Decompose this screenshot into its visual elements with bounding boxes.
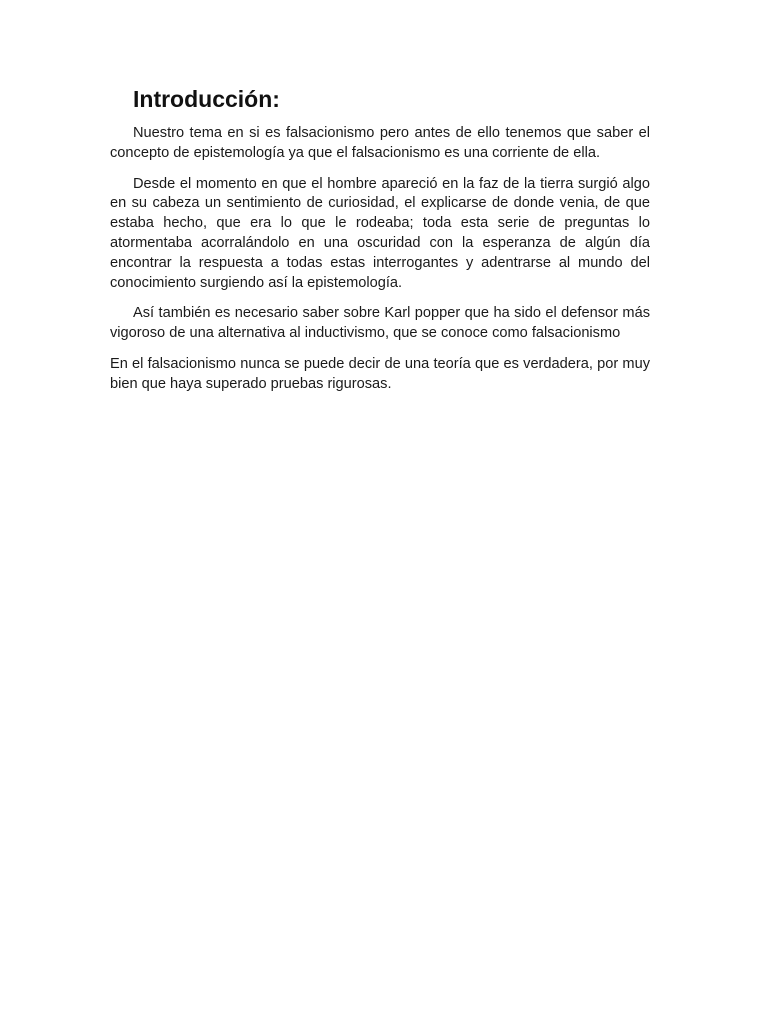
paragraph-4: En el falsacionismo nunca se puede decir de una teoría que es verdadera, por muy bien que haya superado pruebas rigurosas. (110, 355, 650, 392)
section-heading: Introducción: (133, 86, 280, 112)
paragraph-3: Así también es necesario saber sobre Karl popper que ha sido el defensor más vigoroso de una alternativa al inductivismo, que se conoce como falsacionismo (110, 305, 650, 342)
paragraph-2: Desde el momento en que el hombre apareció en la faz de la tierra surgió algo en su cabeza un sentimiento de curiosidad, el explicarse de donde venia, de que estaba hecho, que era lo que le rodeaba; toda esta serie de preguntas lo atormentaba acorralándolo en una oscuridad con la esperanza de algún día encontrar la respuesta a todas estas interrogantes y adentrarse al mundo del conocimiento surgiendo así la epistemología. (110, 175, 650, 291)
document-body (110, 84, 650, 406)
paragraph-1: Nuestro tema en si es falsacionismo pero antes de ello tenemos que saber el concepto de epistemología ya que el falsacionismo es una corriente de ella. (110, 125, 650, 161)
